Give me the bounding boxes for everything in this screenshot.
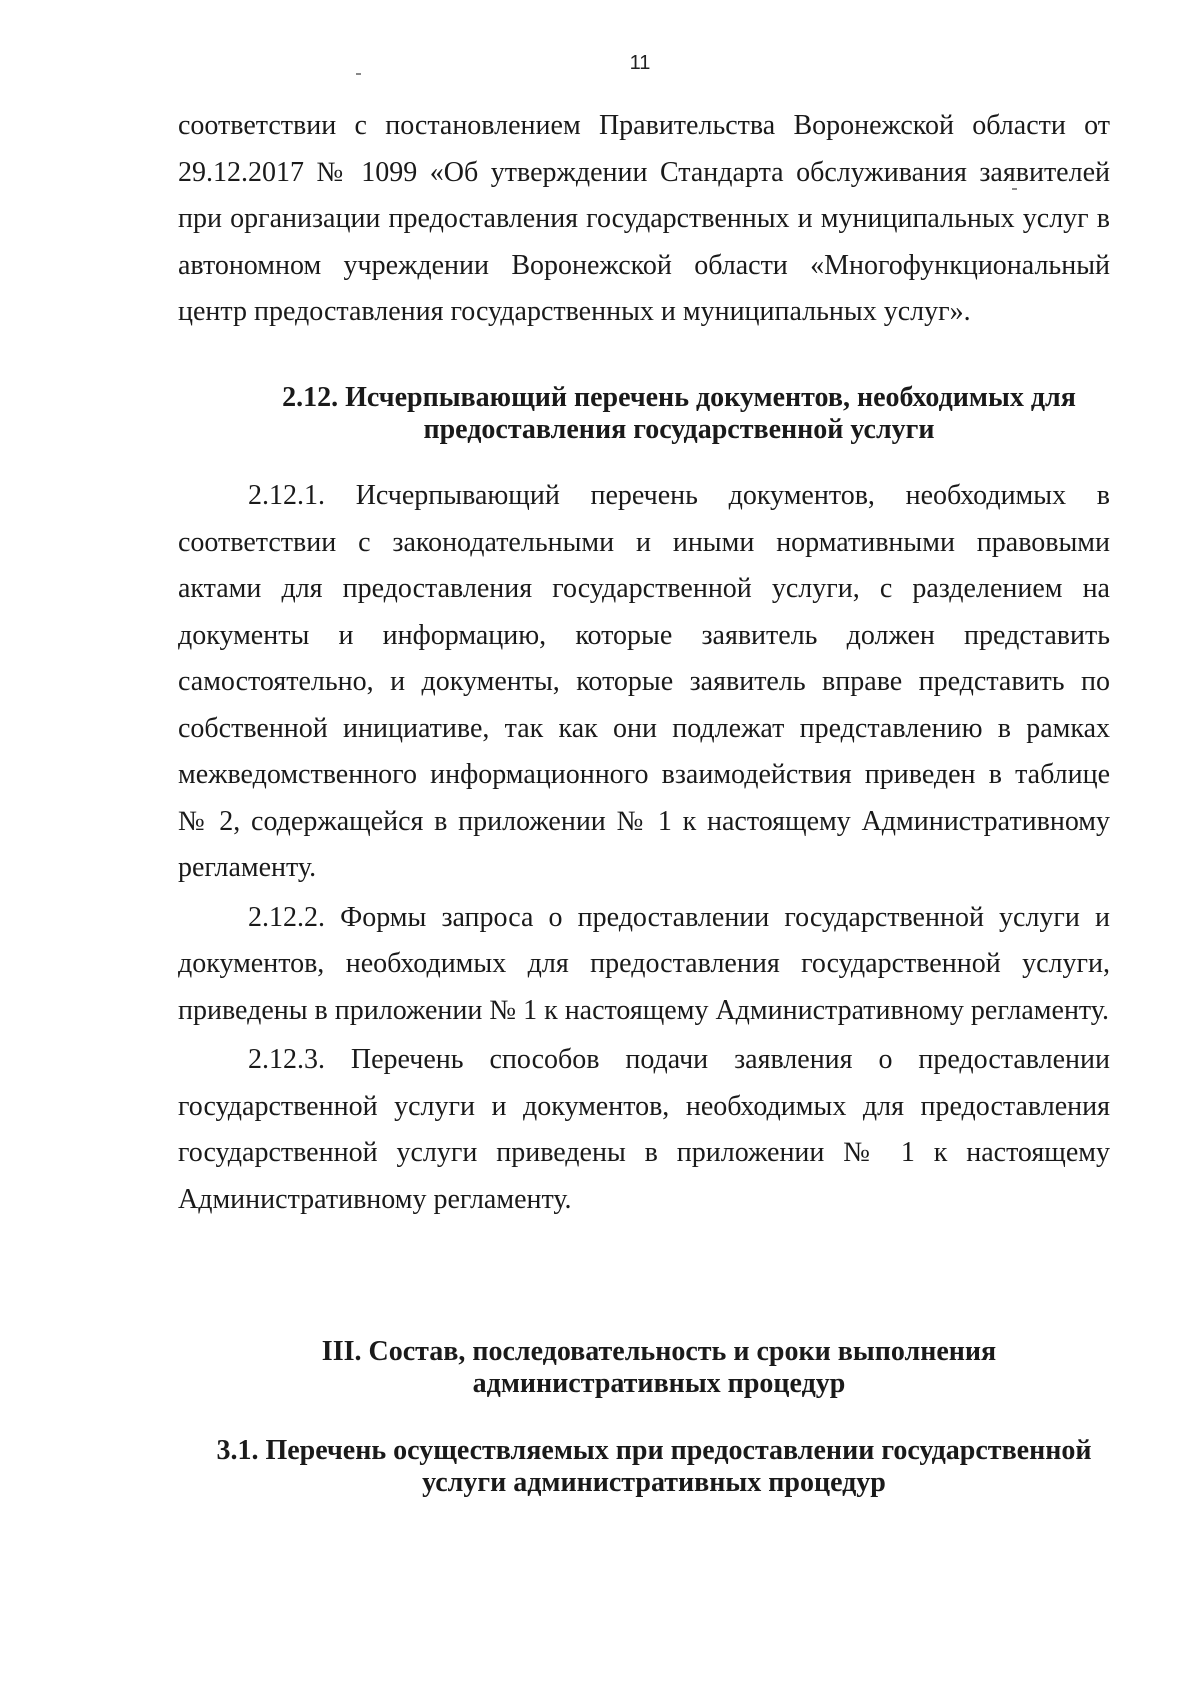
page-number: 11 [629,52,651,74]
paragraph-2-12-1: 2.12.1. Исчерпывающий перечень документов, необходимых в соответствии с законодательными и иными нормативными правовыми актами для предоставления государственной услуги, с разделением на документы и информацию, которые заявитель должен представить самостоятельно, и документы, которые заявитель вправе представить по собственной инициативе, так как они подлежат представлению в рамках межведомственного информационного взаимодействия приведен в таблице № 2, содержащейся в приложении № 1 к настоящему Административному регламенту. [178,480,1110,883]
section-2-12-body [178,473,1110,1223]
top-paragraph: соответствии с постановлением Правительства Воронежской области от 29.12.2017 № 1099 «Об утверждении Стандарта обслуживания заявителей при организации предоставления государственных и муниципальных услуг в автономном учреждении Воронежской области «Многофункциональный центр предоставления государственных и муниципальных услуг». [178,110,1110,327]
section-III-heading: III. Состав, последовательность и сроки выполнения административных процедур [321,1336,997,1399]
paragraph-2-12-3: 2.12.3. Перечень способов подачи заявления о предоставлении государственной услуги и документов, необходимых для предоставления государственной услуги приведены в приложении № 1 к настоящему Административному регламенту. [178,1044,1110,1215]
section-2-12-heading: 2.12. Исчерпывающий перечень документов, необходимых для предоставления государственной услуги [282,382,1076,445]
top-paragraph-block [178,103,1110,336]
paragraph-2-12-2: 2.12.2. Формы запроса о предоставлении государственной услуги и документов, необходимых для предоставления государственной услуги, приведены в приложении № 1 к настоящему Административному регламенту. [178,901,1110,1026]
scan-speck [356,73,361,75]
section-3-1-heading: 3.1. Перечень осуществляемых при предоставлении государственной услуги административных процедур [216,1435,1092,1498]
